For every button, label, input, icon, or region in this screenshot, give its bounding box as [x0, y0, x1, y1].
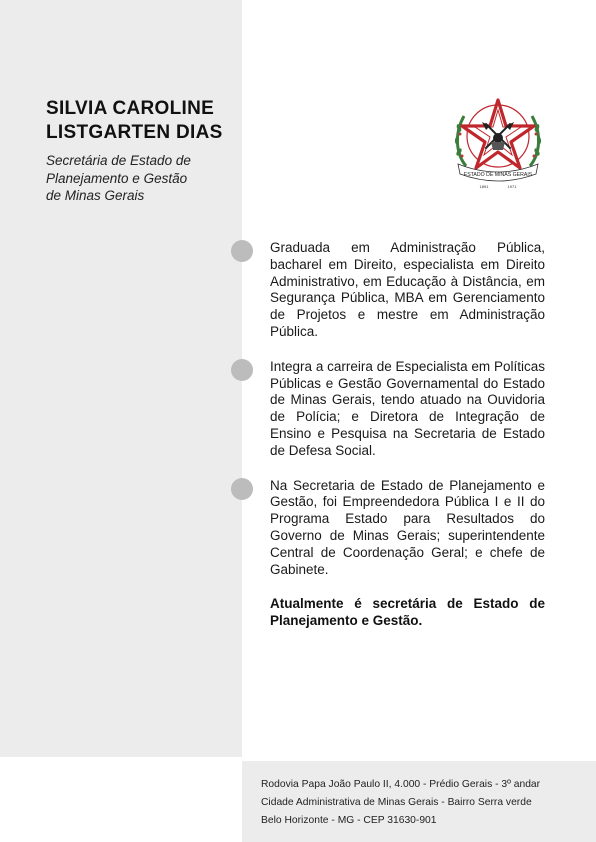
footer-address [242, 761, 596, 842]
bio-content [270, 240, 545, 630]
bio-item [270, 478, 545, 579]
bio-item-text: Graduada em Administração Pública, bacharel em Direito, especialista em Direito Administrativo, em Educação à Distância, em Segurança Pública, MBA em Gerenciamento de Projetos e mestre em Administração Pública. [270, 240, 545, 339]
bio-item [270, 240, 545, 341]
bullet-circle-icon [231, 240, 253, 262]
bullet-circle-icon [231, 478, 253, 500]
person-role [46, 152, 236, 205]
address-line-2: Cidade Administrativa de Minas Gerais - Bairro Serra verde [261, 797, 532, 808]
emblem-year-left: 1891 [479, 184, 489, 189]
person-name [46, 97, 236, 145]
emblem-year-right: 1971 [507, 184, 517, 189]
coat-of-arms-icon [448, 94, 548, 190]
bio-item-text: Integra a carreira de Especialista em Políticas Públicas e Gestão Governamental do Estado de Minas Gerais, tendo atuado na Ouvidoria de Polícia; e Diretora de Integração de Ensino e Pesquisa na Secretaria de Estado de Defesa Social. [270, 358, 545, 458]
bio-item-text: Na Secretaria de Estado de Planejamento e Gestão, foi Empreendedora Pública I e II do Programa Estado para Resultados do Governo de Minas Gerais; superintendente Central de Coordenação Geral; e chefe de Gabinete. [270, 477, 545, 577]
address-line-1: Rodovia Papa João Paulo II, 4.000 - Prédio Gerais - 3º andar [261, 779, 541, 790]
bio-closing: Atualmente é secretária de Estado de Planejamento e Gestão. [270, 596, 545, 629]
role-line-3: de Minas Gerais [46, 188, 145, 203]
name-line-2: LISTGARTEN DIAS [46, 122, 223, 143]
address-line-3: Belo Horizonte - MG - CEP 31630-901 [261, 815, 437, 826]
role-line-2: Planejamento e Gestão [46, 170, 188, 186]
bio-item [270, 359, 545, 460]
emblem-ribbon-text: ESTADO DE MINAS GERAIS [463, 172, 533, 178]
role-line-1: Secretária de Estado de [46, 153, 191, 168]
name-line-1: SILVIA CAROLINE [46, 98, 215, 119]
bullet-circle-icon [231, 359, 253, 381]
